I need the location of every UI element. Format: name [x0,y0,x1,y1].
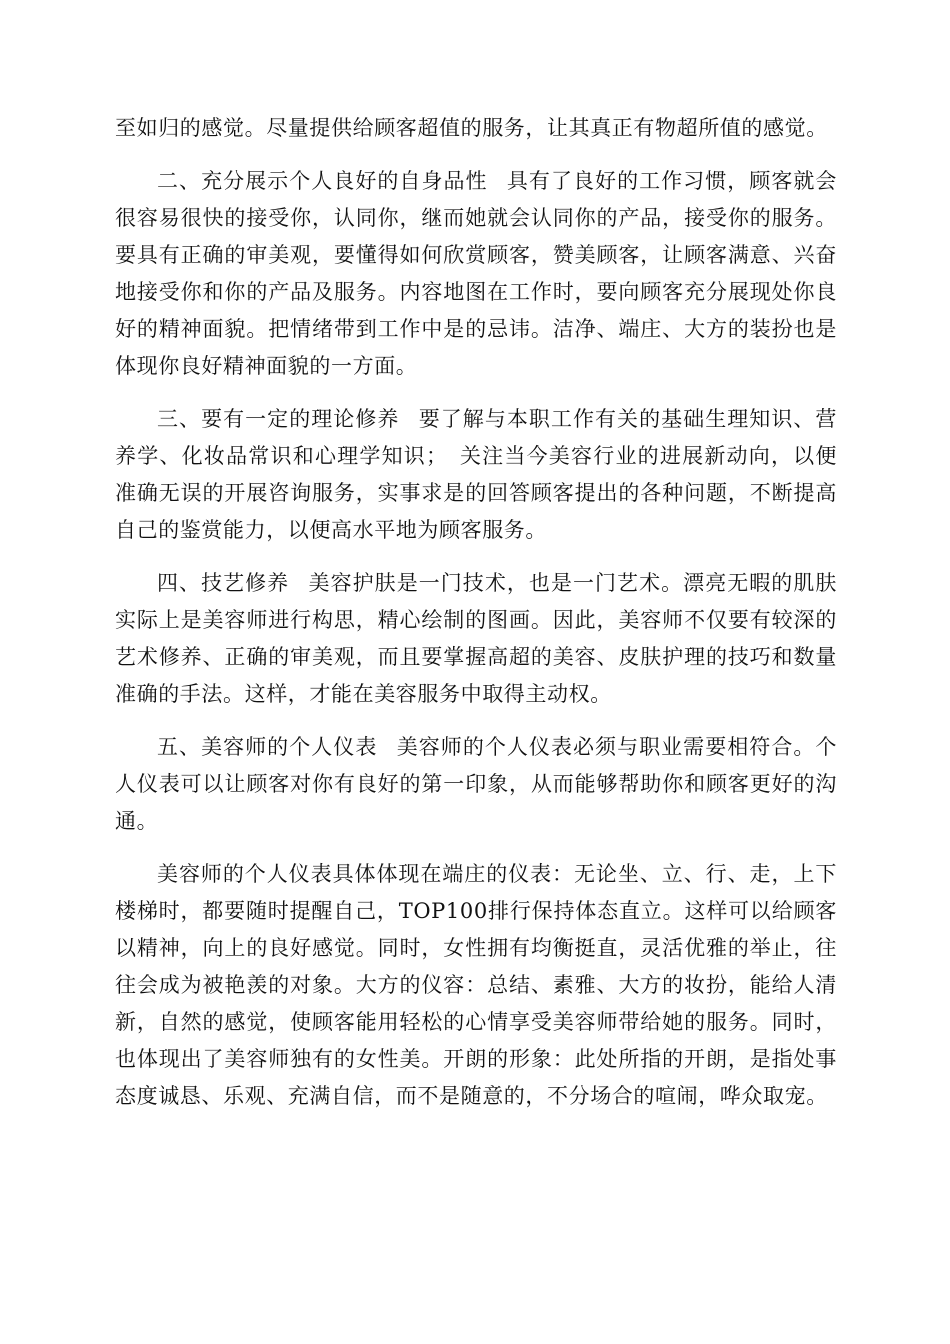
paragraph-section-5 [115,729,837,840]
section-heading: 二、充分展示个人良好的自身品性 [157,169,488,193]
section-heading: 三、要有一定的理论修养 [157,407,400,431]
paragraph-text: 美容师的个人仪表必须与职业需要相符合。个人仪表可以让顾客对你有良好的第一印象，从而能够帮助你和顾客更好的沟通。 [115,735,838,833]
section-heading: 四、技艺修养 [157,571,290,595]
paragraph-text: 美容护肤是一门技术，也是一门艺术。漂亮无暇的肌肤实际上是美容师进行构思，精心绘制的图画。因此，美容师不仅要有较深的艺术修养、正确的审美观，而且要掌握高超的美容、皮肤护理的技巧和数量准确的手法。这样，才能在美容服务中取得主动权。 [115,571,837,706]
paragraph-appearance-details [115,856,837,1115]
paragraph-text: 要了解与本职工作有关的基础生理知识、营养学、化妆品常识和心理学知识； 关注当今美容行业的进展新动向，以便准确无误的开展咨询服务，实事求是的回答顾客提出的各种问题，不断提高自己的鉴赏能力，以便高水平地为顾客服务。 [115,407,837,542]
paragraph-text: 具有了良好的工作习惯，顾客就会很容易很快的接受你，认同你，继而她就会认同你的产品，接受你的服务。要具有正确的审美观，要懂得如何欣赏顾客，赞美顾客，让顾客满意、兴奋地接受你和你的产品及服务。内容地图在工作时，要向顾客充分展现处你良好的精神面貌。把情绪带到工作中是的忌讳。洁净、端庄、大方的装扮也是体现你良好精神面貌的一方面。 [115,169,838,378]
paragraph-section-2 [115,163,837,385]
document-page [115,110,837,1131]
paragraph-section-3 [115,401,837,549]
paragraph-section-4 [115,565,837,713]
section-heading: 五、美容师的个人仪表 [157,735,378,759]
paragraph-text: 至如归的感觉。尽量提供给顾客超值的服务，让其真正有物超所值的感觉。 [115,116,828,140]
paragraph-text: 美容师的个人仪表具体体现在端庄的仪表：无论坐、立、行、走，上下楼梯时，都要随时提醒自己，TOP100排行保持体态直立。这样可以给顾客以精神，向上的良好感觉。同时，女性拥有均衡挺直，灵活优雅的举止，往往会成为被艳羡的对象。大方的仪容：总结、素雅、大方的妆扮，能给人清新，自然的感觉，使顾客能用轻松的心情享受美容师带给她的服务。同时，也体现出了美容师独有的女性美。开朗的形象：此处所指的开朗，是指处事态度诚恳、乐观、充满自信，而不是随意的，不分场合的喧闹，哗众取宠。 [115,862,837,1108]
paragraph-continuation [115,110,837,147]
